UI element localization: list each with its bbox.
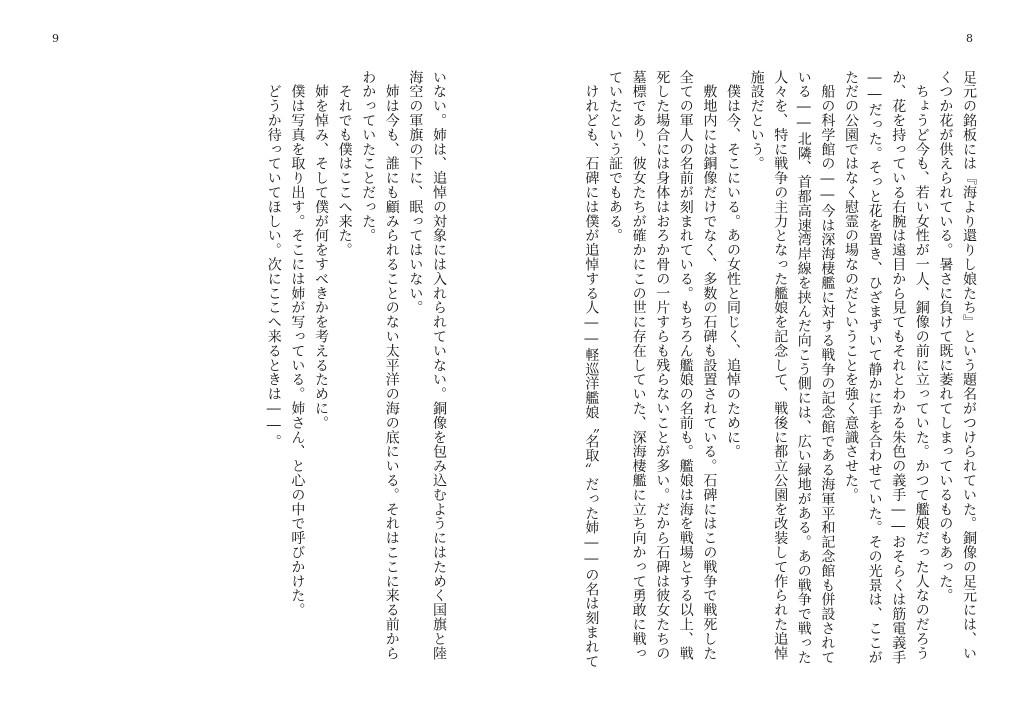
left_page-text-line: 海空の軍旗の下に、眠ってはいない。: [407, 70, 424, 315]
right_page-text-line: 死した場合には身体はおろか骨の一片すらも残らないことが多い。だから石碑は彼女たちの: [654, 70, 671, 661]
left_page-text-line: どうか待っていてほしい。次にここへ来るときは――。: [265, 70, 282, 449]
right_page-text-line: 墓標であり、彼女たちが確かにこの世に存在していた、深海棲艦に立ち向かって勇敢に戦っ: [630, 70, 647, 661]
right_page-text-line: くつか花が供えられている。暑さに負けて既に萎れてしまっているものもあった。: [937, 70, 954, 603]
right_page-text-line: 僕は今、そこにいる。あの女性と同じく、追悼のために。: [725, 70, 741, 459]
right-page-number: 8: [966, 32, 973, 45]
left_page-text-line: 僕は写真を取り出す。そこには姉が写っている。姉さん、と心の中で呼びかけた。: [289, 70, 306, 618]
right_page-text-line: けれども、石碑には僕が追悼する人――軽巡洋艦娘〝名取〟だった姉――の名は刻まれて: [583, 70, 600, 669]
right_page-text-line: 敷地内には銅像だけでなく、多数の石碑も設置されている。石碑にはこの戦争で戦死した: [701, 70, 718, 661]
right_page-text-line: 人々を、特に戦争の主力となった艦娘を記念して、戦後に都立公園を改装して作られた追悼: [772, 70, 789, 661]
left_page-text-line: 姉は今も、誰にも顧みられることのない太平洋の海の底にいる。それはここに来る前から: [383, 70, 400, 661]
left_page-text-line: それでも僕はここへ来た。: [336, 70, 353, 258]
right_page-text-line: 全ての軍人の名前が刻まれている。もちろん艦娘の名前も。艦娘は海を戦場とする以上、戦: [677, 70, 694, 661]
right_page-text-line: ていたという証でもある。: [607, 70, 623, 243]
right_page-text-line: か、花を持っている右腕は遠目から見てもそれとわかる朱色の義手――おそらくは筋電義手: [890, 70, 907, 665]
left_page-text-line: わかっていたことだった。: [360, 70, 377, 243]
right_page-text-line: ちょうど今も、若い女性が一人、銅像の前に立っていた。かつて艦娘だった人なのだろう: [913, 70, 930, 661]
left_page-text-line: いない。姉は、追悼の対象には入れられていない。銅像を包み込むようにはためく国旗と陸: [431, 70, 447, 661]
left-page-number: 9: [52, 32, 59, 45]
right_page-text-line: 施設だという。: [748, 70, 765, 171]
left_page-text-line: 姉を悼み、そして僕が何をすべきかを考えるために。: [313, 70, 329, 430]
right_page-text-line: いる――北隣、首都高速湾岸線を挟んだ向こう側には、広い緑地がある。あの戦争で戦った: [795, 70, 812, 665]
right_page-text-line: ただの公園ではなく慰霊の場なのだということを強く意識させた。: [843, 70, 859, 502]
right_page-text-line: 足元の銘板には『海より還りし娘たち』という題名がつけられていた。銅像の足元には、い: [961, 70, 977, 661]
right_page-text-line: ――だった。そっと花を置き、ひざまずいて静かに手を合わせていた。その光景は、ここが: [866, 70, 883, 665]
right_page-text-line: 船の科学館の――今は深海棲艦に対する戦争の記念館である海軍平和記念館も併設されて: [819, 70, 836, 665]
